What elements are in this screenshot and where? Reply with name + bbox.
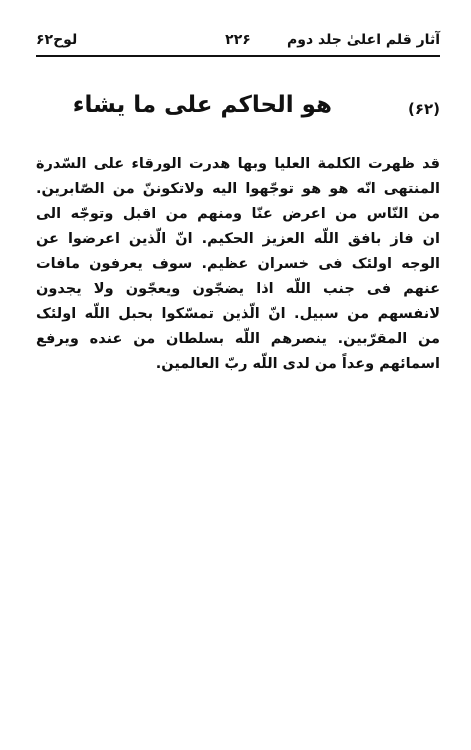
tablet-title: هو الحاکم علی ما یشاء [72, 92, 332, 118]
text-line: اسمائهم وعداً من لدی اللّه ربّ العالمین. [155, 356, 440, 372]
tablet-label: لوح۶۲ [36, 32, 78, 48]
text-line: ان فاز بافق اللّه العزیز الحکیم. انّ الّذین اعرضوا عن [36, 231, 440, 247]
text-line: لانفسهم من سبیل. انّ الّذین تمسّکوا بحبل اللّه اولئک [36, 306, 440, 322]
text-line: الوجه اولئک فی خسران عظیم. سوف یعرفون مافات [36, 256, 440, 272]
body-text [36, 152, 440, 377]
text-line: من المقرّبین. ینصرهم اللّه بسلطان من عنده ویرفع [36, 331, 440, 347]
tablet-number: (۶۲) [407, 100, 440, 118]
text-line: قد ظهرت الکلمة العلیا وبها هدرت الورقاء علی السّدرة [36, 156, 440, 172]
page-header [36, 28, 440, 58]
book-title: آثار قلم اعلیٰ جلد دوم [286, 32, 440, 48]
header-rule [36, 55, 440, 57]
tablet-heading [36, 92, 440, 128]
text-line: عنهم فی جنب اللّه اذا یضجّون ویعجّون ولا یجدون [36, 281, 440, 297]
text-line: من النّاس من اعرض عنّا ومنهم من اقبل وتوجّه الی [36, 206, 440, 222]
text-line: المنتهی انّه هو هو توجّهوا الیه ولاتکوننّ من الصّابرین. [36, 181, 440, 197]
page-number: ۲۲۶ [225, 32, 251, 48]
